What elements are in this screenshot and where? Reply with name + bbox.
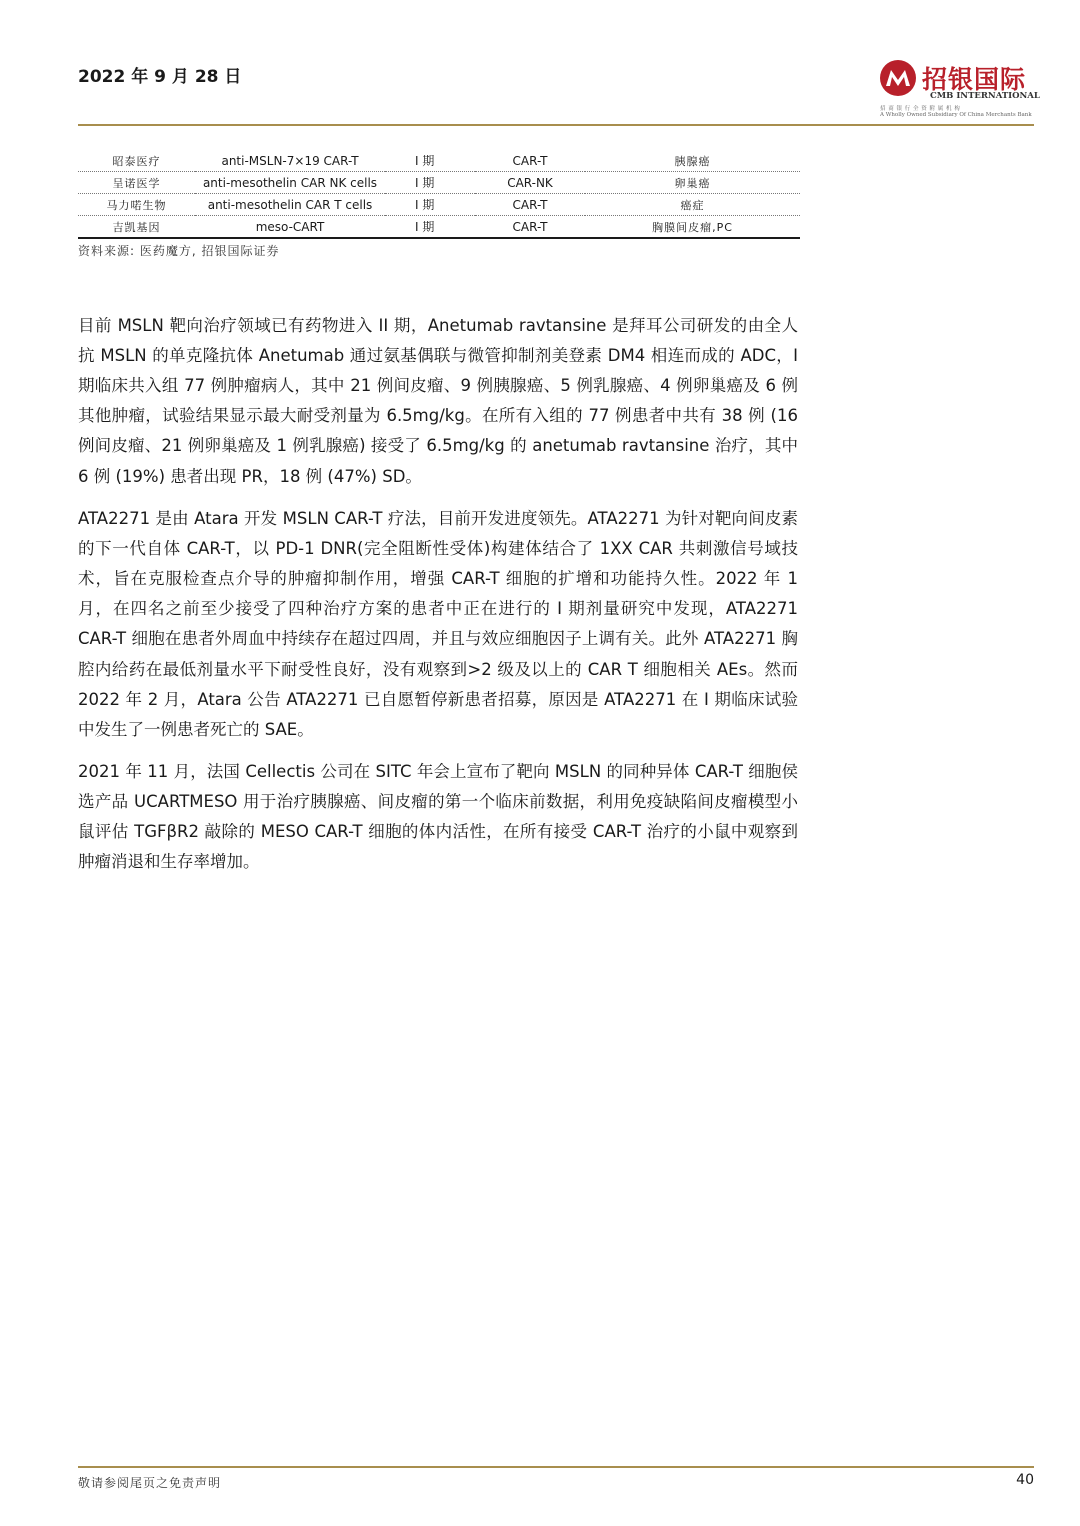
cmbi-logo-icon [878, 58, 918, 98]
logo-chinese-name: 招银国际 [922, 65, 1027, 94]
phase-cell: I 期 [385, 216, 475, 239]
disclaimer-note: 敬请参阅尾页之免责声明 [78, 1476, 222, 1490]
body-paragraph-ata2271: ATA2271 是由 Atara 开发 MSLN CAR-T 疗法，目前开发进度领先。ATA2271 为针对靶向间皮素的下一代自体 CAR-T，以 PD-1 DNR(完全阻断性受体)构建体结合了 1XX CAR 共刺激信号域技术，旨在克服检查点介导的肿瘤抑制作用，增强 CAR-T 细胞的扩增和功能持久性。2022 年 1 月，在四名之前至少接受了四种治疗方案的患者中正在进行的 I 期剂量研究中发现，ATA2271 CAR-T 细胞在患者外周血中持续存在超过四周，并且与效应细胞因子上调有关。此外 ATA2271 胸腔内给药在最低剂量水平下耐受性良好，没有观察到>2 级及以上的 CAR T 细胞相关 AEs。然而 2022 年 2 月，Atara 公告 ATA2271 已自愿暂停新患者招募，原因是 ATA2271 在 I 期临床试验中发生了一例患者死亡的 SAE。 [78, 508, 798, 739]
drug-cell: anti-mesothelin CAR T cells [195, 194, 385, 216]
cmbi-logo [878, 58, 1038, 122]
type-cell: CAR-NK [475, 172, 585, 194]
pipeline-table [78, 150, 800, 239]
page-number: 40 [1016, 1472, 1034, 1488]
type-cell: CAR-T [475, 150, 585, 172]
report-date: 2022 年 9 月 28 日 [78, 67, 242, 87]
drug-cell: meso-CART [195, 216, 385, 239]
type-cell: CAR-T [475, 216, 585, 239]
table-row [78, 150, 800, 172]
phase-cell: I 期 [385, 194, 475, 216]
logo-english-name: CMB INTERNATIONAL [930, 91, 1040, 101]
phase-cell: I 期 [385, 172, 475, 194]
logo-subtitle: 招 商 银 行 全 资 附 属 机 构 [880, 106, 961, 112]
type-cell: CAR-T [475, 194, 585, 216]
body-paragraph-ucartmeso: 2021 年 11 月，法国 Cellectis 公司在 SITC 年会上宣布了靶向 MSLN 的同种异体 CAR-T 细胞侯选产品 UCARTMESO 用于治疗胰腺癌、间皮瘤的第一个临床前数据，利用免疫缺陷间皮瘤模型小鼠评估 TGFβR2 敲除的 MESO CAR-T 细胞的体内活性，在所有接受 CAR-T 治疗的小鼠中观察到肿瘤消退和生存率增加。 [78, 761, 798, 872]
indication-cell: 胰腺癌 [585, 150, 800, 172]
indication-cell: 癌症 [585, 194, 800, 216]
table-row [78, 194, 800, 216]
company-cell: 马力喏生物 [78, 194, 195, 216]
header-divider [78, 124, 1034, 126]
company-cell: 昭泰医疗 [78, 150, 195, 172]
indication-cell: 卵巢癌 [585, 172, 800, 194]
drug-cell: anti-MSLN-7×19 CAR-T [195, 150, 385, 172]
table-row [78, 172, 800, 194]
company-cell: 吉凯基因 [78, 216, 195, 239]
indication-cell: 胸膜间皮瘤,PC [585, 216, 800, 239]
table-source-note: 资料来源: 医药魔方, 招银国际证券 [78, 244, 280, 258]
company-cell: 呈诺医学 [78, 172, 195, 194]
logo-subtitle-en: A Wholly Owned Subsidiary Of China Merchants Bank [880, 112, 1032, 118]
phase-cell: I 期 [385, 150, 475, 172]
table-row [78, 216, 800, 239]
body-paragraph-anetumab: 目前 MSLN 靶向治疗领域已有药物进入 II 期，Anetumab ravtansine 是拜耳公司研发的由全人抗 MSLN 的单克隆抗体 Anetumab 通过氨基偶联与微管抑制剂美登素 DM4 相连而成的 ADC，I 期临床共入组 77 例肿瘤病人，其中 21 例间皮瘤、9 例胰腺癌、5 例乳腺癌、4 例卵巢癌及 6 例其他肿瘤，试验结果显示最大耐受剂量为 6.5mg/kg。在所有入组的 77 例患者中共有 38 例 (16 例间皮瘤、21 例卵巢癌及 1 例乳腺癌) 接受了 6.5mg/kg 的 anetumab ravtansine 治疗，其中 6 例 (19%) 患者出现 PR，18 例 (47%) SD。 [78, 315, 798, 486]
drug-cell: anti-mesothelin CAR NK cells [195, 172, 385, 194]
footer-divider [78, 1466, 1034, 1468]
